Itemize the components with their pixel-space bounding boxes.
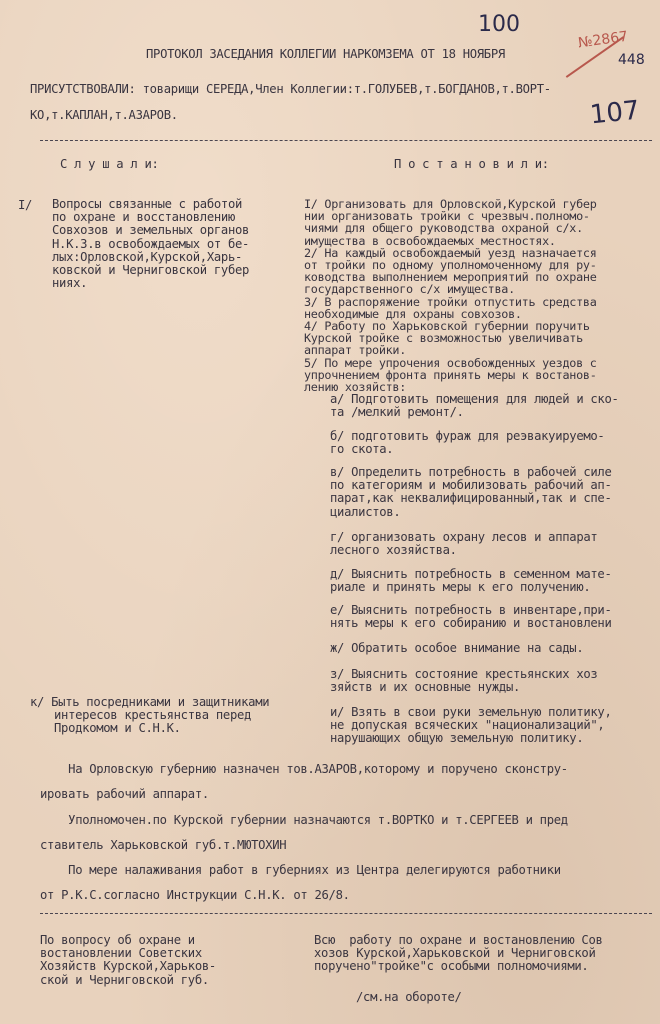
question-line: По вопросу об охране и bbox=[40, 933, 195, 947]
decision-line: имущества в освобождаемых местностях. bbox=[304, 233, 556, 248]
subitem-line: та /мелкий ремонт/. bbox=[330, 405, 464, 420]
heard-line: ниях. bbox=[52, 276, 88, 291]
decision-line: 5/ По мере упрочения освобожденных уездов с bbox=[304, 355, 597, 370]
decision-line: чиями для общего руководства охраной с/х. bbox=[304, 221, 583, 236]
decision-line: 4/ Работу по Харьковской губернии поручить bbox=[304, 319, 590, 334]
decisions-block bbox=[304, 198, 597, 393]
heard-line: лых:Орловской,Курской,Харь- bbox=[52, 249, 243, 264]
subitem-d bbox=[330, 568, 612, 594]
subitem-line: риале и принять меры к его получению. bbox=[330, 580, 591, 595]
subitem-line: и/ Взять в свои руки земельную политику, bbox=[330, 705, 612, 719]
decision-line: от тройки по одному уполномоченному для ру- bbox=[304, 258, 597, 273]
subitem-line: в/ Определить потребность в рабочей силе bbox=[330, 465, 612, 479]
subitem-line: нарушающих общую земельную политику. bbox=[330, 731, 584, 746]
paragraph-line: от Р.К.С.согласно Инструкции С.Н.К. от 26/8. bbox=[40, 888, 350, 902]
top-divider bbox=[40, 140, 652, 141]
heard-line: Н.К.З.в освобождаемых от бе- bbox=[52, 236, 250, 251]
attendees-line-2: КО,т.КАПЛАН,т.АЗАРОВ. bbox=[30, 108, 178, 122]
archive-code-annotation: 448 bbox=[618, 52, 645, 68]
subitem-line: зяйств и их основные нужды. bbox=[330, 680, 521, 695]
attendees-line-1: ПРИСУТСТВОВАЛИ: товарищи СЕРЕДА,Член Коллегии:т.ГОЛУБЕВ,т.БОГДАНОВ,т.ВОРТ- bbox=[30, 82, 551, 96]
subitem-line: ж/ Обратить особое внимание на сады. bbox=[330, 641, 584, 655]
question-line: ской и Черниговской губ. bbox=[40, 972, 209, 987]
subitem-line: циалистов. bbox=[330, 504, 401, 519]
decision-line: поручено"тройке"с особыми полномочиями. bbox=[314, 959, 589, 974]
item-number: I/ bbox=[18, 198, 33, 212]
decision-line: 3/ В распоряжение тройки отпустить средства bbox=[304, 294, 597, 309]
decision-line: I/ Организовать для Орловской,Курской губер bbox=[304, 197, 597, 211]
subitem-line: з/ Выяснить состояние крестьянских хоз bbox=[330, 667, 598, 681]
bottom-divider bbox=[40, 913, 652, 914]
subitem-z bbox=[330, 668, 597, 694]
subitem-line: е/ Выяснить потребность в инвентаре,при- bbox=[330, 603, 612, 617]
decided-heading: П о с т а н о в и л и: bbox=[394, 157, 549, 171]
subitem-line: нять меры к его собиранию и востановлени bbox=[330, 616, 612, 631]
bottom-right-decision bbox=[314, 934, 603, 974]
note-line: к/ Быть посредниками и защитниками bbox=[30, 695, 270, 709]
subitem-zh bbox=[330, 642, 583, 655]
subitem-line: не допуская всяческих "национализаций", bbox=[330, 718, 605, 733]
paragraph-center bbox=[40, 858, 561, 908]
subitem-line: по категориям и мобилизовать рабочий ап- bbox=[330, 478, 612, 493]
registry-stamp: №2867 bbox=[577, 28, 630, 52]
decision-line: необходимые для охраны совхозов. bbox=[304, 306, 522, 321]
subitem-line: лесного хозяйства. bbox=[330, 543, 457, 558]
question-line: Хозяйств Курской,Харьков- bbox=[40, 959, 216, 974]
paragraph-line: На Орловскую губернию назначен тов.АЗАРОВ,которому и поручено сконстру- bbox=[40, 762, 568, 776]
decision-line: хозов Курской,Харьковской и Черниговской bbox=[314, 946, 596, 961]
subitem-line: б/ подготовить фураж для реэвакуируемо- bbox=[330, 429, 605, 443]
decision-line: Всю работу по охране и востановлению Сов bbox=[314, 933, 603, 947]
subitem-a bbox=[330, 393, 619, 419]
subitem-v bbox=[330, 466, 612, 519]
heard-line: Вопросы связанные с работой bbox=[52, 197, 243, 211]
question-line: востановлении Советских bbox=[40, 946, 202, 961]
paragraph-line: По мере налаживания работ в губерниях из Центра делегируются работники bbox=[40, 863, 561, 877]
paragraph-kursk bbox=[40, 808, 568, 858]
heard-line: по охране и восстановлению bbox=[52, 210, 235, 225]
subitem-line: го скота. bbox=[330, 442, 394, 457]
paragraph-line: ировать рабочий аппарат. bbox=[40, 787, 209, 801]
archive-code-large-annotation: 107 bbox=[588, 95, 642, 131]
subitem-e bbox=[330, 604, 612, 630]
paragraph-orel bbox=[40, 757, 568, 807]
turn-over-note: /см.на обороте/ bbox=[356, 990, 462, 1004]
decision-line: 2/ На каждый освобождаемый уезд назначается bbox=[304, 245, 597, 260]
heard-item-text bbox=[52, 198, 249, 290]
decision-line: государственного с/х имущества. bbox=[304, 282, 515, 297]
document-title: ПРОТОКОЛ ЗАСЕДАНИЯ КОЛЛЕГИИ НАРКОМЗЕМА ОТ 18 НОЯБРЯ bbox=[146, 47, 505, 61]
subitem-line: д/ Выяснить потребность в семенном мате- bbox=[330, 567, 612, 581]
heard-line: Совхозов и земельных органов bbox=[52, 223, 250, 238]
subitem-line: а/ Подготовить помещения для людей и ско- bbox=[330, 392, 619, 406]
bottom-left-question bbox=[40, 934, 216, 987]
paragraph-line: Уполномочен.по Курской губернии назначаются т.ВОРТКО и т.СЕРГЕЕВ и пред bbox=[40, 813, 568, 827]
note-line: Продкомом и С.Н.К. bbox=[54, 721, 181, 736]
left-note bbox=[30, 696, 269, 736]
decision-line: Курской тройке с возможностью увеличивать bbox=[304, 331, 583, 346]
page-number-annotation: 100 bbox=[478, 12, 520, 37]
subitem-b bbox=[330, 430, 604, 456]
subitem-line: г/ организовать охрану лесов и аппарат bbox=[330, 530, 598, 544]
heard-line: ковской и Черниговской губер bbox=[52, 263, 250, 278]
decision-line: аппарат тройки. bbox=[304, 343, 407, 358]
subitem-g bbox=[330, 531, 597, 557]
paragraph-line: ставитель Харьковской губ.т.МЮТОХИН bbox=[40, 838, 287, 852]
decision-line: ководства выполнением мероприятий по охране bbox=[304, 270, 597, 285]
decision-line: нии организовать тройки с чрезвыч.полномо- bbox=[304, 209, 590, 224]
heard-heading: С л у ш а л и: bbox=[60, 157, 159, 171]
decision-line: лению хозяйств: bbox=[304, 380, 407, 395]
subitem-i bbox=[330, 706, 612, 746]
decision-line: упрочнением фронта принять меры к востанов- bbox=[304, 367, 597, 382]
subitem-line: парат,как неквалифицированный,так и спе- bbox=[330, 491, 612, 506]
note-line: интересов крестьянства перед bbox=[54, 708, 252, 723]
